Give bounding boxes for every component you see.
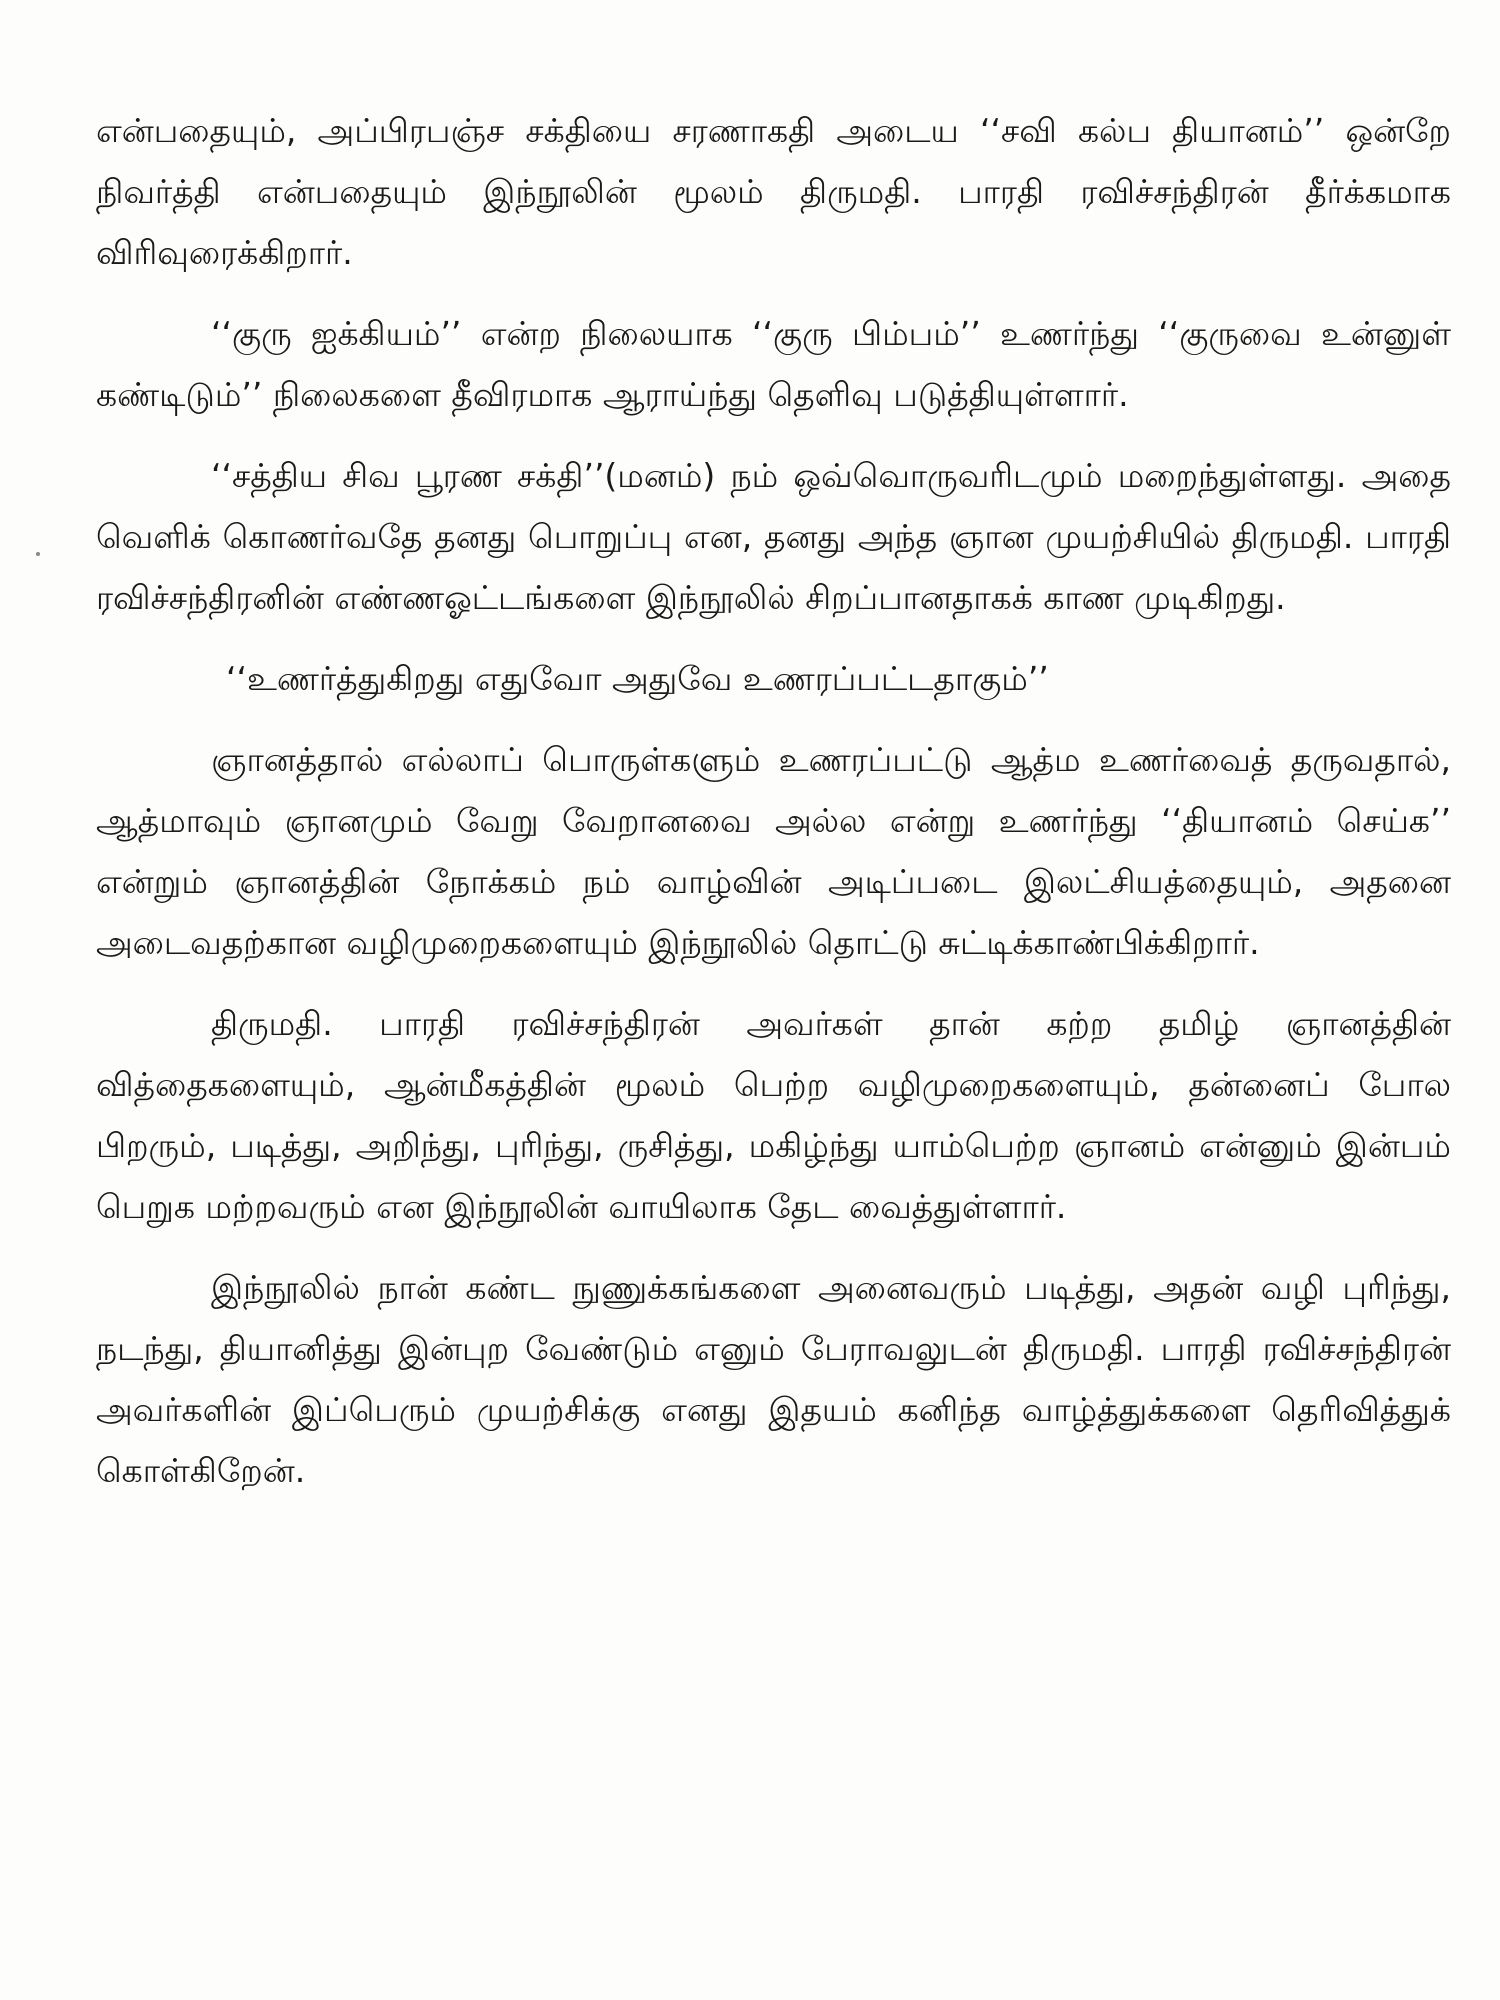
paragraph-6: இந்நூலில் நான் கண்ட நுணுக்கங்களை அனைவரும் படித்து, அதன் வழி புரிந்து, நடந்து, தியானித்து இன்புற வேண்டும் எனும் பேராவலுடன் திருமதி. பாரதி ரவிச்சந்திரன் அவர்களின் இப்பெரும் முயற்சிக்கு எனது இதயம் கனிந்த வாழ்த்துக்களை தெரிவித்துக் கொள்கிறேன். [96, 1268, 1451, 1490]
paragraph-4: ஞானத்தால் எல்லாப் பொருள்களும் உணரப்பட்டு ஆத்ம உணர்வைத் தருவதால், ஆத்மாவும் ஞானமும் வேறு வேறானவை அல்ல என்று உணர்ந்து ‘‘தியானம் செய்க’’ என்றும் ஞானத்தின் நோக்கம் நம் வாழ்வின் அடிப்படை இலட்சியத்தையும், அதனை அடைவதற்கான வழிமுறைகளையும் இந்நூலில் தொட்டு சுட்டிக்காண்பிக்கிறார். [96, 740, 1451, 962]
paragraph-3: ‘‘சத்திய சிவ பூரண சக்தி’’(மனம்) நம் ஒவ்வொருவரிடமும் மறைந்துள்ளது. அதை வெளிக் கொணர்வதே தனது பொறுப்பு என, தனது அந்த ஞான முயற்சியில் திருமதி. பாரதி ரவிச்சந்திரனின் எண்ணஓட்டங்களை இந்நூலில் சிறப்பானதாகக் காண முடிகிறது. [96, 456, 1451, 617]
quote-line: ‘‘உணர்த்துகிறது எதுவோ அதுவே உணரப்பட்டதாகும்’’ [226, 659, 1049, 698]
paragraph-2: ‘‘குரு ஐக்கியம்’’ என்ற நிலையாக ‘‘குரு பிம்பம்’’ உணர்ந்து ‘‘குருவை உன்னுள் கண்டிடும்’’ நிலைகளை தீவிரமாக ஆராய்ந்து தெளிவு படுத்தியுள்ளார். [96, 314, 1451, 414]
body-text [96, 100, 1451, 1501]
paper-speck [36, 552, 40, 556]
paragraph-5: திருமதி. பாரதி ரவிச்சந்திரன் அவர்கள் தான் கற்ற தமிழ் ஞானத்தின் வித்தைகளையும், ஆன்மீகத்தின் மூலம் பெற்ற வழிமுறைகளையும், தன்னைப் போல பிறரும், படித்து, அறிந்து, புரிந்து, ருசித்து, மகிழ்ந்து யாம்பெற்ற ஞானம் என்னும் இன்பம் பெறுக மற்றவரும் என இந்நூலின் வாயிலாக தேட வைத்துள்ளார். [96, 1004, 1451, 1226]
paragraph-1: என்பதையும், அப்பிரபஞ்ச சக்தியை சரணாகதி அடைய ‘‘சவி கல்ப தியானம்’’ ஒன்றே நிவர்த்தி என்பதையும் இந்நூலின் மூலம் திருமதி. பாரதி ரவிச்சந்திரன் தீர்க்கமாக விரிவுரைக்கிறார். [96, 111, 1451, 272]
